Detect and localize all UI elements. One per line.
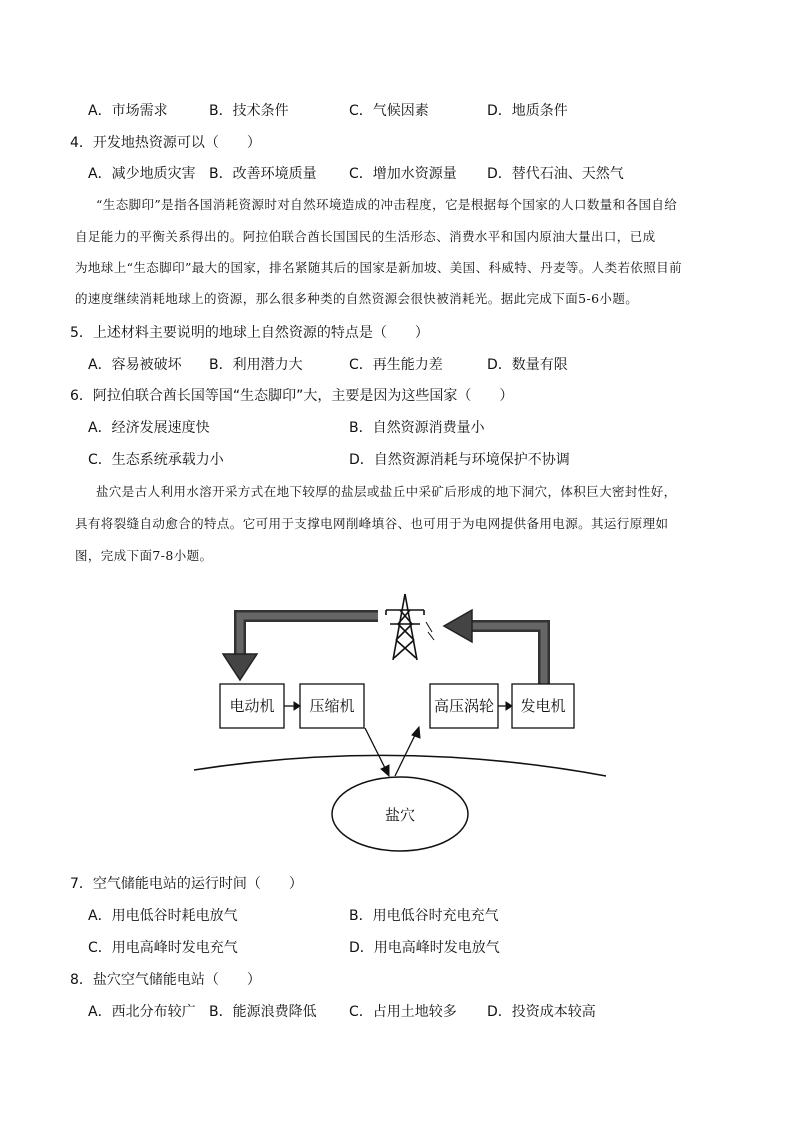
q7-option-c: C．用电高峰时发电充气 (88, 940, 238, 956)
q3-option-c: C．气候因素 (349, 103, 429, 119)
passage2-line: 具有将裂缝自动愈合的特点。它可用于支撑电网削峰填谷、也可用于为电网提供备用电源。其运行原理如 (75, 516, 669, 531)
q6-option-c: C．生态系统承载力小 (88, 452, 224, 468)
cavern-to-turbine-arrow (395, 727, 420, 776)
q5-option-b: B．利用潜力大 (209, 357, 303, 373)
passage1-line: 自足能力的平衡关系得出的。阿拉伯联合酋长国国民的生活形态、消费水平和国内原油大量出口，已成 (75, 229, 656, 244)
compressor-box (300, 684, 364, 728)
q6-option-d: D．自然资源消耗与环境保护不协调 (349, 452, 570, 468)
motor-box (220, 684, 284, 728)
q4-option-b: B．改善环境质量 (209, 166, 317, 182)
passage1-line: 的速度继续消耗地球上的资源，那么很多种类的自然资源会很快被消耗光。据此完成下面5-6小题。 (75, 291, 639, 306)
q8-option-a: A．西北分布较广 (88, 1004, 196, 1020)
power-in-arrow (223, 616, 378, 680)
generator-box (512, 684, 574, 728)
compressor-label: 压缩机 (309, 697, 355, 715)
turbine-label: 高压涡轮 (433, 697, 495, 715)
q7-option-a: A．用电低谷时耗电放气 (88, 908, 238, 924)
passage2-line: 盐穴是古人利用水溶开采方式在地下较厚的盐层或盐丘中采矿后形成的地下洞穴，体积巨大密封性好， (96, 484, 677, 499)
q3-option-a: A．市场需求 (88, 103, 168, 119)
power-out-arrow (444, 610, 544, 688)
q6-stem: 6．阿拉伯联合酋长国等国“生态脚印”大，主要是因为这些国家（ ） (70, 388, 514, 404)
q8-option-c: C．占用土地较多 (349, 1004, 457, 1020)
q4-option-a: A．减少地质灾害 (88, 166, 196, 182)
salt-cavern-label: 盐穴 (384, 806, 416, 824)
q5-option-c: C．再生能力差 (349, 357, 443, 373)
salt-cavern-diagram (190, 588, 610, 858)
q6-option-a: A．经济发展速度快 (88, 420, 210, 436)
passage1-line: “生态脚印”是指各国消耗资源时对自然环境造成的冲击程度，它是根据每个国家的人口数量和各国自给 (96, 197, 678, 212)
q4-option-d: D．替代石油、天然气 (487, 166, 624, 182)
passage1-line: 为地球上“生态脚印”最大的国家，排名紧随其后的国家是新加坡、美国、科威特、丹麦等。人类若依照目前 (75, 260, 682, 275)
q8-option-b: B．能源浪费降低 (209, 1004, 317, 1020)
q7-option-d: D．用电高峰时发电放气 (349, 940, 500, 956)
turbine-to-generator-arrow (498, 702, 512, 710)
q5-option-a: A．容易被破坏 (88, 357, 182, 373)
q7-option-b: B．用电低谷时充电充气 (349, 908, 499, 924)
q4-stem: 4．开发地热资源可以（ ） (70, 135, 261, 151)
generator-label: 发电机 (520, 697, 566, 715)
q3-option-d: D．地质条件 (487, 103, 568, 119)
turbine-box (430, 684, 498, 728)
q8-option-d: D．投资成本较高 (487, 1004, 596, 1020)
q7-stem: 7．空气储能电站的运行时间（ ） (70, 876, 303, 892)
q8-stem: 8．盐穴空气储能电站（ ） (70, 972, 261, 988)
motor-label: 电动机 (229, 697, 275, 715)
motor-to-compressor-arrow (284, 702, 300, 710)
q4-option-c: C．增加水资源量 (349, 166, 457, 182)
salt-cavern (332, 777, 468, 851)
q6-option-b: B．自然资源消费量小 (349, 420, 485, 436)
q5-option-d: D．数量有限 (487, 357, 568, 373)
transmission-tower-icon (386, 594, 434, 660)
q5-stem: 5．上述材料主要说明的地球上自然资源的特点是（ ） (70, 325, 429, 341)
passage2-line: 图，完成下面7-8小题。 (75, 548, 213, 563)
q3-option-b: B．技术条件 (209, 103, 289, 119)
compressor-to-cavern-arrow (365, 728, 389, 776)
